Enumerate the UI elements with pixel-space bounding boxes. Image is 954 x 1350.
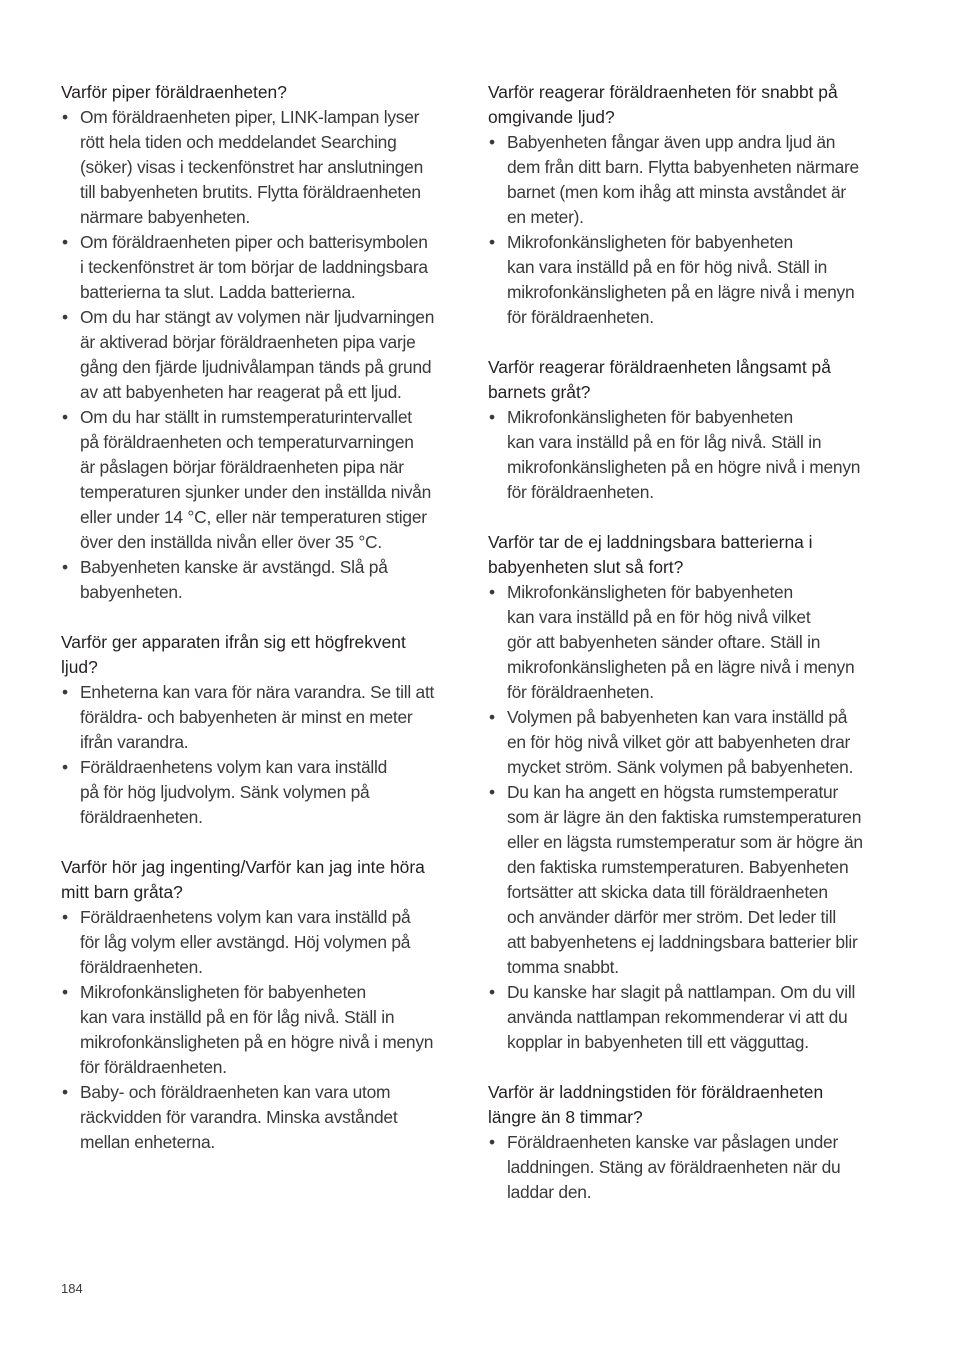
answer-line: Mikrofonkänsligheten för babyenheten — [80, 982, 366, 1002]
heading-line: mitt barn gråta? — [61, 882, 183, 902]
answer-line: närmare babyenheten. — [80, 207, 250, 227]
answer-list — [488, 130, 893, 330]
answer-line: den faktiska rumstemperaturen. Babyenheten — [507, 857, 849, 877]
answer-line: föräldraenheten. — [80, 957, 203, 977]
answer-line: på föräldraenheten och temperaturvarningen — [80, 432, 414, 452]
faq-section — [488, 1080, 893, 1205]
bullet-icon: • — [62, 907, 68, 927]
answer-line: Om föräldraenheten piper, LINK-lampan lyser — [80, 107, 420, 127]
answer-line: Föräldraenhetens volym kan vara inställd — [80, 757, 388, 777]
page-number: 184 — [61, 1281, 83, 1296]
heading-line: ljud? — [61, 657, 98, 677]
answer-line: för föräldraenheten. — [507, 682, 654, 702]
answer-line: till babyenheten brutits. Flytta föräldraenheten — [80, 182, 421, 202]
answer-line: Mikrofonkänsligheten för babyenheten — [507, 232, 793, 252]
bullet-icon: • — [489, 782, 495, 802]
answer-item — [488, 230, 893, 330]
answer-line: i teckenfönstret är tom börjar de laddningsbara — [80, 257, 428, 277]
answer-list — [488, 580, 893, 1055]
answer-line: för låg volym eller avstängd. Höj volymen på — [80, 932, 411, 952]
answer-line: för föräldraenheten. — [507, 482, 654, 502]
answer-line: rött hela tiden och meddelandet Searching — [80, 132, 397, 152]
heading-line: Varför piper föräldraenheten? — [61, 82, 287, 102]
answer-line: Volymen på babyenheten kan vara inställd på — [507, 707, 848, 727]
answer-line: Om föräldraenheten piper och batterisymbolen — [80, 232, 428, 252]
answer-line: Mikrofonkänsligheten för babyenheten — [507, 407, 793, 427]
answer-line: Babyenheten kanske är avstängd. Slå på — [80, 557, 388, 577]
bullet-icon: • — [62, 1082, 68, 1102]
answer-line: Om du har stängt av volymen när ljudvarningen — [80, 307, 435, 327]
question-heading — [488, 355, 893, 405]
answer-line: att babyenhetens ej laddningsbara batterier blir — [507, 932, 858, 952]
bullet-icon: • — [62, 232, 68, 252]
answer-line: temperaturen sjunker under den inställda nivån — [80, 482, 432, 502]
faq-section — [61, 855, 466, 1155]
answer-line: för föräldraenheten. — [80, 1057, 227, 1077]
heading-line: Varför reagerar föräldraenheten långsamt på — [488, 357, 831, 377]
answer-line: på för hög ljudvolym. Sänk volymen på — [80, 782, 370, 802]
answer-line: Babyenheten fångar även upp andra ljud än — [507, 132, 836, 152]
bullet-icon: • — [489, 132, 495, 152]
answer-item — [61, 1080, 466, 1155]
faq-section — [488, 80, 893, 330]
answer-line: mellan enheterna. — [80, 1132, 215, 1152]
answer-line: tomma snabbt. — [507, 957, 619, 977]
answer-line: Enheterna kan vara för nära varandra. Se till att — [80, 682, 435, 702]
heading-line: Varför är laddningstiden för föräldraenheten — [488, 1082, 824, 1102]
heading-line: längre än 8 timmar? — [488, 1107, 643, 1127]
question-heading — [61, 630, 466, 680]
answer-line: är aktiverad börjar föräldraenheten pipa varje — [80, 332, 416, 352]
left-column — [61, 80, 466, 1180]
answer-line: föräldraenheten. — [80, 807, 203, 827]
answer-line: Du kan ha angett en högsta rumstemperatur — [507, 782, 838, 802]
answer-line: mikrofonkänsligheten på en lägre nivå i menyn — [507, 282, 855, 302]
answer-line: för föräldraenheten. — [507, 307, 654, 327]
answer-item — [488, 1130, 893, 1205]
heading-line: omgivande ljud? — [488, 107, 615, 127]
answer-line: kan vara inställd på en för hög nivå vilket — [507, 607, 811, 627]
answer-line: eller under 14 °C, eller när temperaturen stiger — [80, 507, 427, 527]
answer-line: använda nattlampan rekommenderar vi att du — [507, 1007, 848, 1027]
answer-item — [61, 980, 466, 1080]
question-heading — [488, 1080, 893, 1130]
bullet-icon: • — [489, 1132, 495, 1152]
bullet-icon: • — [489, 232, 495, 252]
answer-line: kan vara inställd på en för låg nivå. Ställ in — [80, 1007, 395, 1027]
answer-item — [488, 705, 893, 780]
answer-list — [488, 405, 893, 505]
answer-list — [61, 105, 466, 605]
answer-item — [61, 680, 466, 755]
answer-line: gör att babyenheten sänder oftare. Ställ in — [507, 632, 821, 652]
answer-line: Föräldraenhetens volym kan vara inställd på — [80, 907, 411, 927]
answer-item — [61, 755, 466, 830]
answer-item — [488, 780, 893, 980]
answer-line: en för hög nivå vilket gör att babyenheten drar — [507, 732, 851, 752]
answer-line: kopplar in babyenheten till ett vägguttag. — [507, 1032, 809, 1052]
bullet-icon: • — [62, 307, 68, 327]
bullet-icon: • — [489, 982, 495, 1002]
heading-line: Varför reagerar föräldraenheten för snabbt på — [488, 82, 838, 102]
answer-line: dem från ditt barn. Flytta babyenheten närmare — [507, 157, 859, 177]
question-heading — [61, 855, 466, 905]
answer-line: kan vara inställd på en för hög nivå. Ställ in — [507, 257, 828, 277]
faq-section — [488, 355, 893, 505]
answer-item — [61, 105, 466, 230]
heading-line: Varför tar de ej laddningsbara batterierna i — [488, 532, 813, 552]
bullet-icon: • — [62, 107, 68, 127]
answer-line: över den inställda nivån eller över 35 °C. — [80, 532, 382, 552]
answer-item — [488, 580, 893, 705]
faq-section — [488, 530, 893, 1055]
answer-item — [61, 555, 466, 605]
answer-line: ifrån varandra. — [80, 732, 189, 752]
bullet-icon: • — [62, 682, 68, 702]
faq-section — [61, 80, 466, 605]
right-column — [488, 80, 893, 1230]
answer-item — [61, 405, 466, 555]
question-heading — [488, 80, 893, 130]
answer-line: mikrofonkänsligheten på en lägre nivå i menyn — [507, 657, 855, 677]
answer-line: kan vara inställd på en för låg nivå. Ställ in — [507, 432, 822, 452]
answer-item — [61, 905, 466, 980]
answer-line: Du kanske har slagit på nattlampan. Om du vill — [507, 982, 856, 1002]
question-heading — [488, 530, 893, 580]
answer-line: (söker) visas i teckenfönstret har anslutningen — [80, 157, 424, 177]
answer-item — [488, 405, 893, 505]
answer-line: Om du har ställt in rumstemperaturintervallet — [80, 407, 412, 427]
bullet-icon: • — [489, 707, 495, 727]
answer-line: fortsätter att skicka data till föräldraenheten — [507, 882, 828, 902]
answer-item — [61, 230, 466, 305]
answer-list — [61, 905, 466, 1155]
heading-line: barnets gråt? — [488, 382, 591, 402]
answer-line: Mikrofonkänsligheten för babyenheten — [507, 582, 793, 602]
answer-line: en meter). — [507, 207, 584, 227]
answer-line: av att babyenheten har reagerat på ett ljud. — [80, 382, 402, 402]
bullet-icon: • — [62, 982, 68, 1002]
answer-line: eller en lägsta rumstemperatur som är högre än — [507, 832, 863, 852]
answer-list — [61, 680, 466, 830]
answer-item — [488, 130, 893, 230]
question-heading — [61, 80, 466, 105]
heading-line: Varför ger apparaten ifrån sig ett högfrekvent — [61, 632, 406, 652]
answer-line: Föräldraenheten kanske var påslagen under — [507, 1132, 839, 1152]
bullet-icon: • — [489, 407, 495, 427]
answer-line: babyenheten. — [80, 582, 183, 602]
answer-line: och använder därför mer ström. Det leder till — [507, 907, 836, 927]
bullet-icon: • — [62, 757, 68, 777]
answer-line: laddningen. Stäng av föräldraenheten när du — [507, 1157, 841, 1177]
answer-item — [61, 305, 466, 405]
answer-line: föräldra- och babyenheten är minst en meter — [80, 707, 413, 727]
bullet-icon: • — [489, 582, 495, 602]
answer-list — [488, 1130, 893, 1205]
answer-line: mycket ström. Sänk volymen på babyenheten. — [507, 757, 854, 777]
answer-item — [488, 980, 893, 1055]
bullet-icon: • — [62, 557, 68, 577]
bullet-icon: • — [62, 407, 68, 427]
answer-line: mikrofonkänsligheten på en högre nivå i menyn — [507, 457, 861, 477]
answer-line: barnet (men kom ihåg att minsta avståndet är — [507, 182, 846, 202]
heading-line: babyenheten slut så fort? — [488, 557, 684, 577]
answer-line: som är lägre än den faktiska rumstemperaturen — [507, 807, 862, 827]
answer-line: mikrofonkänsligheten på en högre nivå i menyn — [80, 1032, 434, 1052]
answer-line: räckvidden för varandra. Minska avståndet — [80, 1107, 398, 1127]
heading-line: Varför hör jag ingenting/Varför kan jag inte höra — [61, 857, 425, 877]
answer-line: Baby- och föräldraenheten kan vara utom — [80, 1082, 391, 1102]
answer-line: är påslagen börjar föräldraenheten pipa när — [80, 457, 404, 477]
faq-section — [61, 630, 466, 830]
answer-line: batterierna ta slut. Ladda batterierna. — [80, 282, 356, 302]
answer-line: laddar den. — [507, 1182, 592, 1202]
answer-line: gång den fjärde ljudnivålampan tänds på grund — [80, 357, 432, 377]
